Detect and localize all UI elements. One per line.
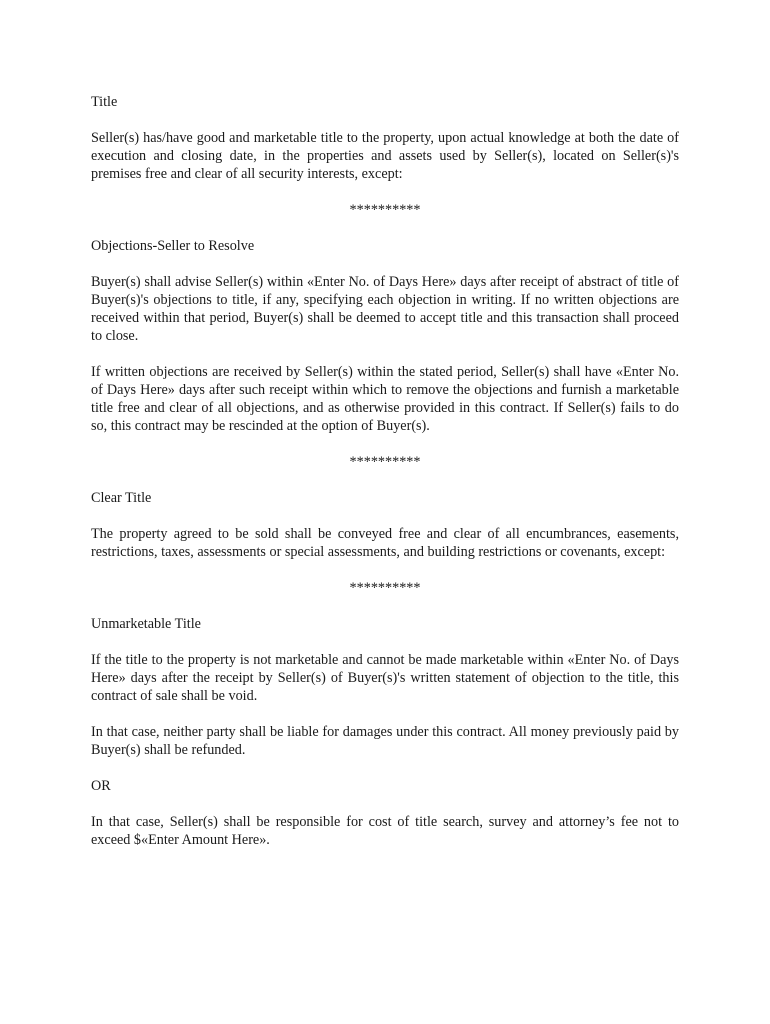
section-heading: Objections-Seller to Resolve bbox=[91, 238, 255, 254]
section-heading: Title bbox=[91, 94, 118, 110]
paragraph: In that case, neither party shall be liable for damages under this contract. All money previously paid by Buyer(s) shall be refunded. bbox=[91, 724, 679, 758]
section-heading: Clear Title bbox=[91, 490, 152, 506]
section-clear-title bbox=[91, 489, 679, 597]
section-separator: ********** bbox=[349, 202, 421, 218]
document-body bbox=[91, 93, 679, 867]
section-objections-seller-to-resolve bbox=[91, 237, 679, 471]
section-unmarketable-title bbox=[91, 615, 679, 849]
paragraph: If written objections are received by Seller(s) within the stated period, Seller(s) shall have «Enter No. of Days Here» days after such receipt within which to remove the objections and furnish a marketable title free and clear of all objections, and as otherwise provided in this contract. If Seller(s) fails to do so, this contract may be rescinded at the option of Buyer(s). bbox=[91, 364, 679, 434]
paragraph: The property agreed to be sold shall be conveyed free and clear of all encumbrances, easements, restrictions, taxes, assessments or special assessments, and building restrictions or covenants, except: bbox=[91, 526, 679, 560]
section-separator: ********** bbox=[349, 454, 421, 470]
section-separator: ********** bbox=[349, 580, 421, 596]
paragraph: In that case, Seller(s) shall be responsible for cost of title search, survey and attorney’s fee not to exceed $«Enter Amount Here». bbox=[91, 814, 679, 848]
paragraph: If the title to the property is not marketable and cannot be made marketable within «Enter No. of Days Here» days after the receipt by Seller(s) of Buyer(s)'s written statement of objection to the title, this contract of sale shall be void. bbox=[91, 652, 679, 704]
section-heading: Unmarketable Title bbox=[91, 616, 201, 632]
section-title bbox=[91, 93, 679, 219]
paragraph: Buyer(s) shall advise Seller(s) within «Enter No. of Days Here» days after receipt of abstract of title of Buyer(s)'s objections to title, if any, specifying each objection in writing. If no written objections are received within that period, Buyer(s) shall be deemed to accept title and this transaction shall proceed to close. bbox=[91, 274, 679, 344]
alternative-or-label: OR bbox=[91, 778, 111, 794]
paragraph: Seller(s) has/have good and marketable title to the property, upon actual knowledge at both the date of execution and closing date, in the properties and assets used by Seller(s), located on Seller(s)'s premises free and clear of all security interests, except: bbox=[91, 130, 679, 182]
